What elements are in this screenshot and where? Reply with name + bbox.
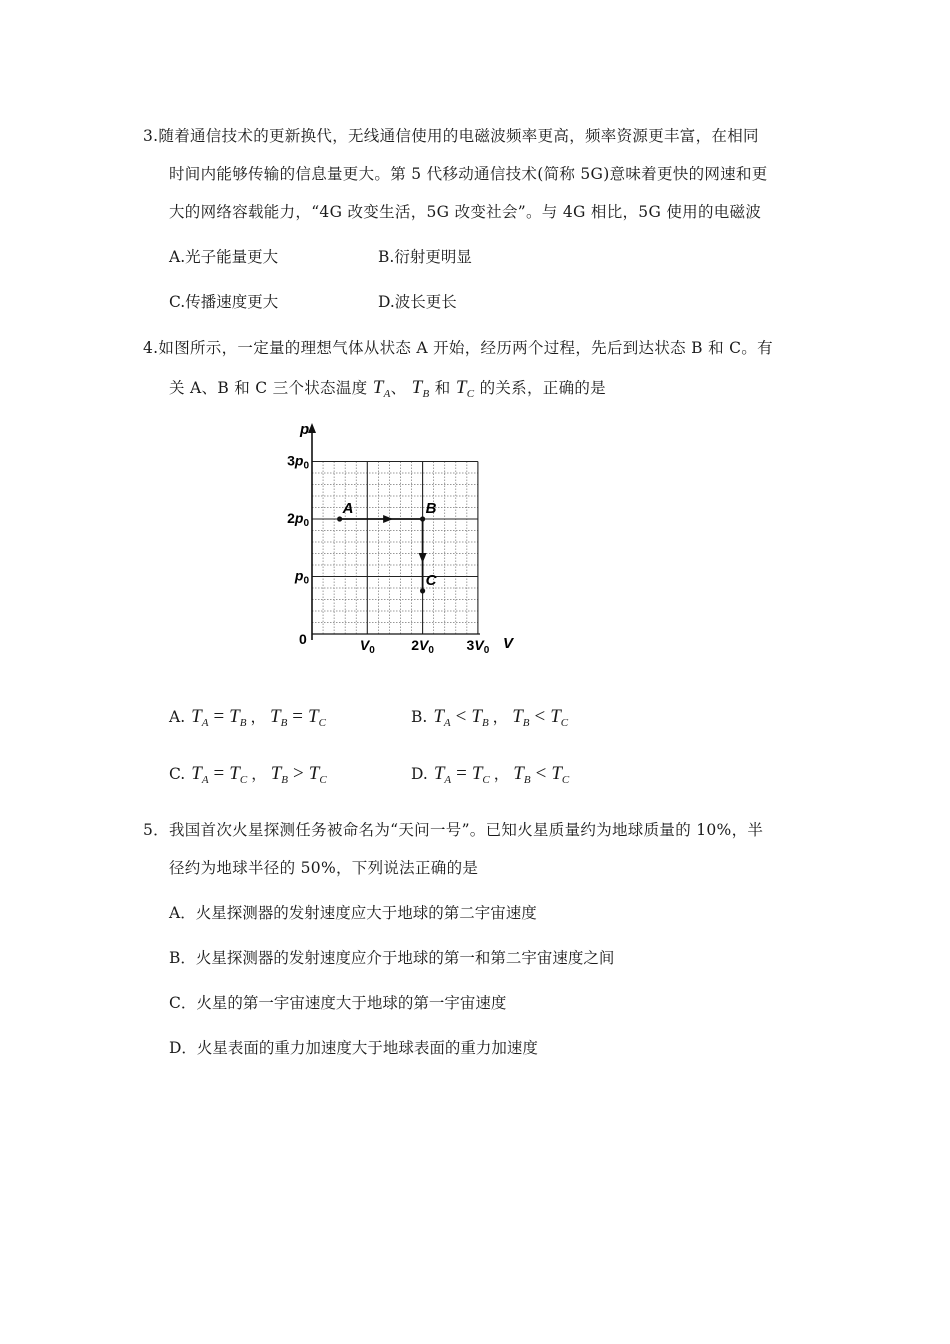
y-tick-label: $p_0$	[294, 567, 309, 587]
subscript: A	[443, 717, 451, 729]
option-label: D.	[411, 765, 428, 783]
temp-term	[308, 706, 326, 727]
q4-stem-line2-suffix: 的关系，正确的是	[479, 379, 606, 397]
subscript: C	[482, 774, 490, 786]
q4-option-c	[169, 762, 327, 786]
relation-symbol: =	[456, 763, 467, 784]
relation-symbol: =	[213, 763, 225, 784]
t-symbol: T	[191, 763, 202, 784]
temp-term	[550, 706, 568, 727]
comma: ，	[492, 708, 509, 726]
subscript: B	[281, 774, 289, 786]
t-symbol: T	[471, 763, 483, 784]
major-grid	[312, 462, 478, 635]
q5-stem-line2: 径约为地球半径的 50%，下列说法正确的是	[169, 859, 479, 877]
y-tick-label: $2p_0$	[287, 510, 309, 529]
t-symbol: T	[455, 377, 467, 398]
t-symbol: T	[372, 377, 384, 398]
comma: ，	[250, 708, 266, 726]
sep-2: 和	[434, 379, 451, 397]
sub-b: B	[422, 388, 430, 400]
temp-term	[191, 706, 208, 727]
temp-term	[434, 763, 451, 784]
q5-option-d: D．火星表面的重力加速度大于地球表面的重力加速度	[169, 1039, 538, 1057]
y-axis-arrow	[308, 423, 316, 433]
relation-symbol: <	[535, 763, 547, 784]
q5-option-b: B．火星探测器的发射速度应介于地球的第一和第二宇宙速度之间	[169, 949, 615, 967]
sep-1: 、	[390, 379, 407, 397]
arrow-b-to-c	[419, 553, 427, 563]
q3-option-c: C.传播速度更大	[169, 293, 279, 311]
state-label-b: B	[425, 500, 437, 517]
t-symbol: T	[471, 706, 482, 727]
temp-tb	[412, 377, 430, 398]
q5-option-a: A．火星探测器的发射速度应大于地球的第二宇宙速度	[169, 904, 537, 922]
state-label-c: C	[425, 571, 437, 589]
comma: ，	[251, 765, 267, 783]
subscript: C	[319, 774, 327, 786]
subscript: B	[523, 774, 531, 786]
q4-option-d	[411, 762, 569, 786]
origin-label: 0	[299, 631, 307, 647]
temp-tc	[456, 377, 475, 398]
subscript: C	[239, 774, 248, 786]
pv-graph	[280, 420, 520, 660]
subscript: A	[444, 774, 452, 786]
t-symbol: T	[513, 763, 524, 784]
q3-option-b: B.衍射更明显	[378, 248, 472, 266]
subscript: B	[522, 717, 530, 729]
x-tick-label: $2V_0$	[411, 637, 434, 656]
temp-term	[309, 763, 327, 784]
fine-grid	[312, 462, 478, 635]
temp-term	[229, 706, 246, 727]
q5-option-c: C．火星的第一宇宙速度大于地球的第一宇宙速度	[169, 994, 507, 1012]
y-tick-label: $3p_0$	[287, 452, 309, 472]
arrow-a-to-b	[383, 515, 393, 523]
relation-symbol: <	[534, 706, 546, 727]
x-tick-label: $3V_0$	[466, 637, 490, 656]
temp-term	[551, 763, 569, 784]
temp-term	[471, 706, 488, 727]
subscript: C	[318, 717, 326, 729]
q4-option-a	[169, 705, 326, 729]
q3-option-a: A.光子能量更大	[169, 248, 279, 266]
sub-c: C	[466, 388, 475, 400]
q4-stem-line1: 4.如图所示，一定量的理想气体从状态 A 开始，经历两个过程，先后到达状态 B 和 C。有	[143, 339, 773, 357]
option-label: A.	[169, 708, 186, 726]
state-label-a: A	[342, 500, 354, 517]
temp-term	[433, 706, 450, 727]
q3-stem-line1: 3.随着通信技术的更新换代，无线通信使用的电磁波频率更高，频率资源更丰富，在相同	[143, 127, 759, 145]
x-axis-label: V	[503, 635, 514, 652]
t-symbol: T	[433, 763, 445, 784]
process-lines	[340, 515, 427, 591]
x-tick-labels	[360, 637, 490, 656]
subscript: A	[201, 717, 209, 729]
t-symbol: T	[551, 763, 562, 784]
y-axis-label: p	[300, 421, 310, 438]
t-symbol: T	[269, 706, 281, 727]
comma: ，	[493, 765, 510, 783]
t-symbol: T	[229, 763, 240, 784]
q3-stem-line3: 大的网络容载能力，“4G 改变生活，5G 改变社会”。与 4G 相比，5G 使用的电磁波	[169, 203, 762, 221]
temp-term	[271, 763, 288, 784]
subscript: C	[560, 717, 569, 729]
relation-symbol: <	[455, 706, 467, 727]
subscript: C	[561, 774, 570, 786]
t-symbol: T	[191, 706, 202, 727]
sub-a: A	[383, 388, 391, 400]
state-point-b	[420, 516, 425, 521]
temp-ta	[373, 377, 391, 398]
relation-symbol: =	[213, 706, 225, 727]
t-symbol: T	[550, 706, 561, 727]
relation-symbol: >	[293, 763, 304, 784]
subscript: A	[201, 774, 209, 786]
q4-stem-line2	[169, 376, 606, 400]
q4-stem-line2-prefix: 关 A、B 和 C 三个状态温度	[169, 379, 368, 397]
state-point-c	[420, 588, 425, 593]
subscript: B	[280, 717, 288, 729]
y-tick-labels	[287, 453, 309, 587]
temp-term	[512, 706, 529, 727]
q3-stem-line2: 时间内能够传输的信息量更大。第 5 代移动通信技术(简称 5G)意味着更快的网速和更	[169, 165, 768, 183]
t-symbol: T	[229, 706, 240, 727]
t-symbol: T	[308, 706, 319, 727]
subscript: B	[239, 717, 247, 729]
t-symbol: T	[270, 763, 282, 784]
t-symbol: T	[512, 706, 523, 727]
temp-term	[513, 763, 530, 784]
relation-symbol: =	[292, 706, 304, 727]
option-label: B.	[411, 708, 428, 726]
temp-term	[229, 763, 247, 784]
subscript: B	[481, 717, 489, 729]
t-symbol: T	[411, 377, 423, 398]
q3-option-d: D.波长更长	[378, 293, 457, 311]
option-label: C.	[169, 765, 186, 783]
temp-term	[191, 763, 208, 784]
x-tick-label: $V_0$	[359, 637, 375, 656]
temp-term	[270, 706, 287, 727]
q5-stem-line1: 5．我国首次火星探测任务被命名为“天问一号”。已知火星质量约为地球质量的 10%，半	[143, 821, 764, 839]
temp-term	[472, 763, 490, 784]
state-point-a	[337, 516, 342, 521]
t-symbol: T	[433, 706, 444, 727]
q4-option-b	[411, 705, 568, 729]
t-symbol: T	[308, 763, 320, 784]
